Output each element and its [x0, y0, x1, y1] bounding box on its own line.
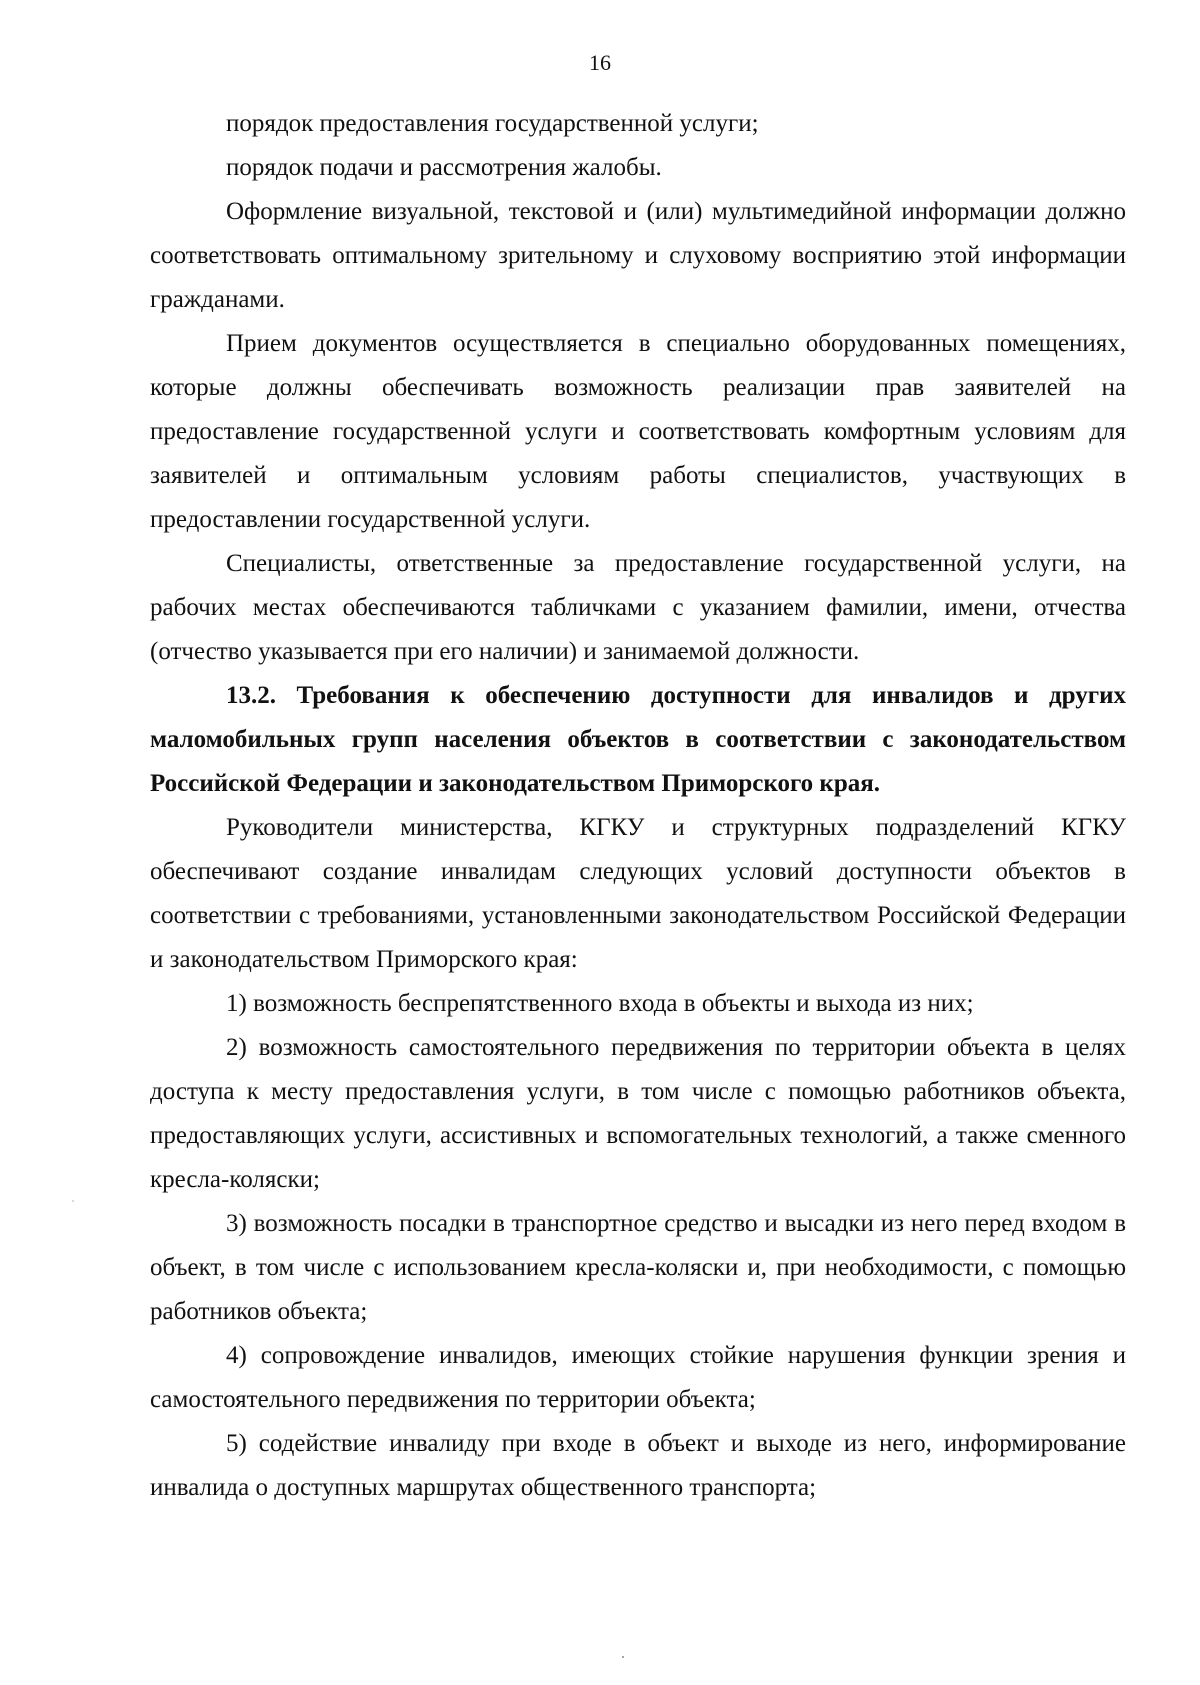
- list-item-1: 1) возможность беспрепятственного входа в объекты и выхода из них;: [226, 990, 974, 1017]
- section-heading-13-2: 13.2. Требования к обеспечению доступности для инвалидов и других маломобильных групп населения объектов в соответствии с законодательством Российской Федерации и законодательством Приморского края.: [150, 682, 1126, 797]
- page-number: 16: [589, 50, 611, 75]
- scan-artifact: [72, 1200, 74, 1202]
- list-item-2: 2) возможность самостоятельного передвижения по территории объекта в целях доступа к месту предоставления услуги, в том числе с помощью работников объекта, предоставляющих услуги, ассистивных и вспомогательных технологий, а также сменного кресла-коляски;: [150, 1034, 1126, 1193]
- list-item-3: 3) возможность посадки в транспортное средство и высадки из него перед входом в объект, в том числе с использованием кресла-коляски и, при необходимости, с помощью работников объекта;: [150, 1210, 1126, 1325]
- paragraph-accessibility-conditions: Руководители министерства, КГКУ и структурных подразделений КГКУ обеспечивают создание инвалидам следующих условий доступности объектов в соответствии с требованиями, установленными законодательством Российской Федерации и законодательством Приморского края:: [150, 814, 1126, 973]
- paragraph-specialists: Специалисты, ответственные за предоставление государственной услуги, на рабочих местах обеспечиваются табличками с указанием фамилии, имени, отчества (отчество указывается при его наличии) и занимаемой должности.: [150, 550, 1126, 665]
- paragraph-procedure-complaint: порядок подачи и рассмотрения жалобы.: [226, 154, 662, 181]
- scan-artifact: [622, 1656, 624, 1658]
- list-item-4: 4) сопровождение инвалидов, имеющих стойкие нарушения функции зрения и самостоятельного передвижения по территории объекта;: [150, 1342, 1126, 1413]
- list-item-5: 5) содействие инвалиду при входе в объект и выходе из него, информирование инвалида о доступных маршрутах общественного транспорта;: [150, 1430, 1126, 1501]
- paragraph-information-design: Оформление визуальной, текстовой и (или) мультимедийной информации должно соответствовать оптимальному зрительному и слуховому восприятию этой информации гражданами.: [150, 198, 1126, 313]
- document-body: [150, 102, 1126, 1510]
- paragraph-document-reception: Прием документов осуществляется в специально оборудованных помещениях, которые должны обеспечивать возможность реализации прав заявителей на предоставление государственной услуги и соответствовать комфортным условиям для заявителей и оптимальным условиям работы специалистов, участвующих в предоставлении государственной услуги.: [150, 330, 1126, 533]
- paragraph-procedure-service: порядок предоставления государственной услуги;: [226, 110, 759, 137]
